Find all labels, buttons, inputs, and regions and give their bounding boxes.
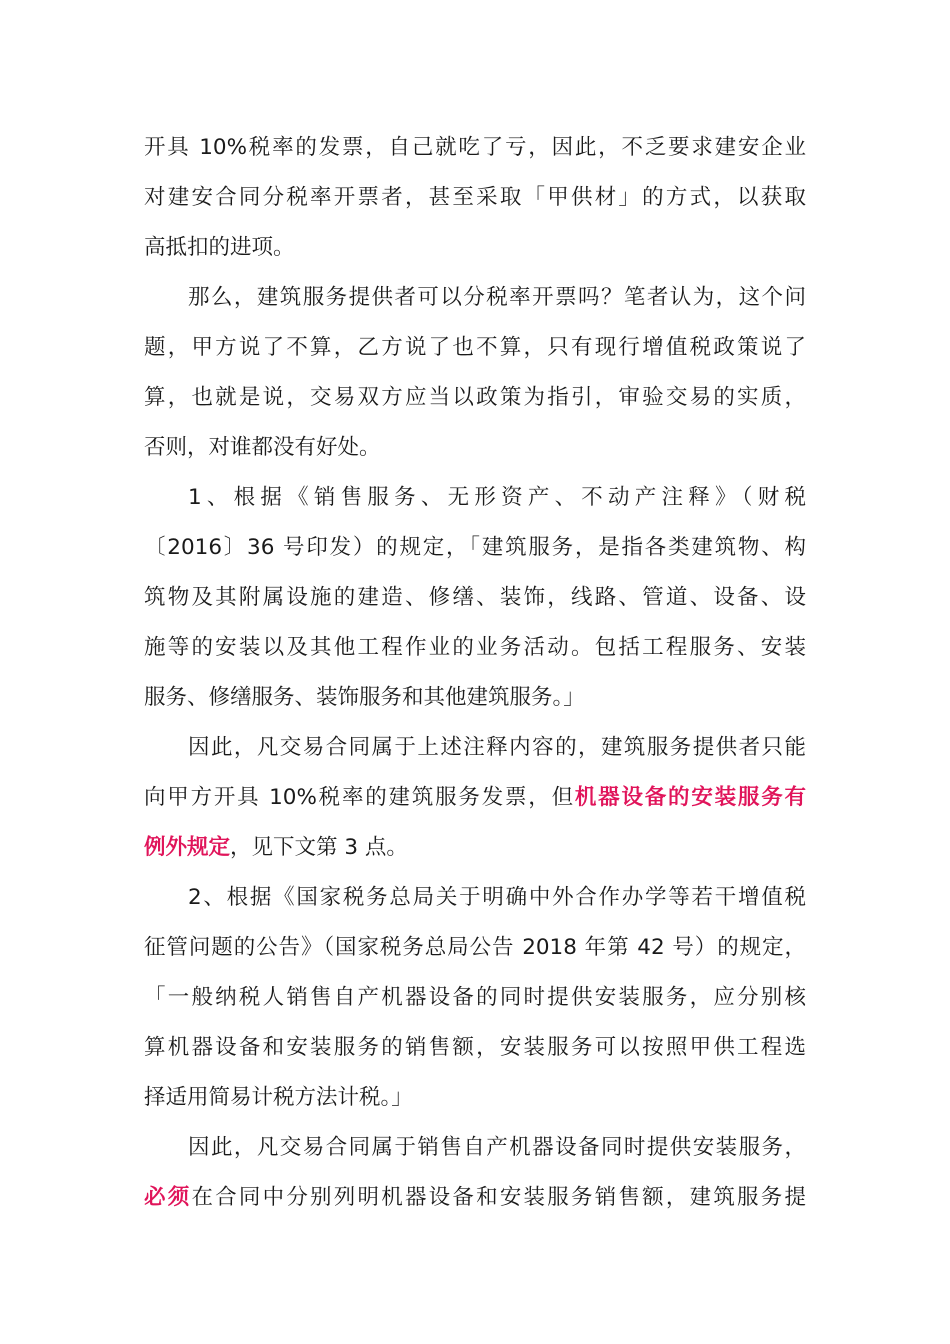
paragraph-2-line-2: 题，甲方说了不算，乙方说了也不算，只有现行增值税政策说了 [144, 335, 806, 360]
paragraph-1-line-2: 对建安合同分税率开票者，甚至采取「甲供材」的方式，以获取 [144, 185, 806, 210]
paragraph-5-line-4: 算机器设备和安装服务的销售额，安装服务可以按照甲供工程选 [144, 1035, 806, 1060]
paragraph-4-line-3 [144, 826, 806, 870]
paragraph-3-line-5: 服务、修缮服务、装饰服务和其他建筑服务。」 [144, 685, 585, 710]
paragraph-3-line-3: 筑物及其附属设施的建造、修缮、装饰，线路、管道、设备、设 [144, 585, 806, 610]
paragraph-4-line-3-text: ，见下文第 3 点。 [230, 835, 408, 860]
paragraph-6-line-2-text: 在合同中分别列明机器设备和安装服务销售额，建筑服务提 [191, 1185, 806, 1210]
paragraph-4-line-2-text: 向甲方开具 10%税率的建筑服务发票，但 [144, 785, 575, 810]
paragraph-4-line-1: 因此，凡交易合同属于上述注释内容的，建筑服务提供者只能 [188, 735, 806, 760]
paragraph-4-line-2 [144, 776, 806, 820]
paragraph-5-line-3: 「一般纳税人销售自产机器设备的同时提供安装服务，应分别核 [144, 985, 806, 1010]
paragraph-3-line-1: 1、根据《销售服务、无形资产、不动产注释》（财税 [188, 485, 806, 510]
highlight-text: 例外规定 [144, 835, 231, 860]
paragraph-3-line-2: 〔2016〕36 号印发）的规定，「建筑服务，是指各类建筑物、构 [144, 535, 806, 560]
paragraph-2-line-3: 算，也就是说，交易双方应当以政策为指引，审验交易的实质， [144, 385, 806, 410]
highlight-text: 必须 [144, 1185, 192, 1210]
highlight-text: 机器设备的安装服务有 [574, 785, 806, 810]
paragraph-1-line-3: 高抵扣的进项。 [144, 235, 295, 260]
paragraph-2-line-4: 否则，对谁都没有好处。 [144, 435, 381, 460]
paragraph-6-line-2 [144, 1176, 806, 1220]
paragraph-6-line-1: 因此，凡交易合同属于销售自产机器设备同时提供安装服务， [188, 1135, 806, 1160]
paragraph-5-line-2: 征管问题的公告》（国家税务总局公告 2018 年第 42 号）的规定， [144, 935, 806, 960]
paragraph-5-line-1: 2、根据《国家税务总局关于明确中外合作办学等若干增值税 [188, 885, 806, 910]
paragraph-5-line-5: 择适用简易计税方法计税。」 [144, 1085, 413, 1110]
paragraph-3-line-4: 施等的安装以及其他工程作业的业务活动。包括工程服务、安装 [144, 635, 806, 660]
paragraph-2-line-1: 那么，建筑服务提供者可以分税率开票吗？笔者认为，这个问 [188, 285, 806, 310]
paragraph-1-line-1: 开具 10%税率的发票，自己就吃了亏，因此，不乏要求建安企业 [144, 135, 806, 160]
